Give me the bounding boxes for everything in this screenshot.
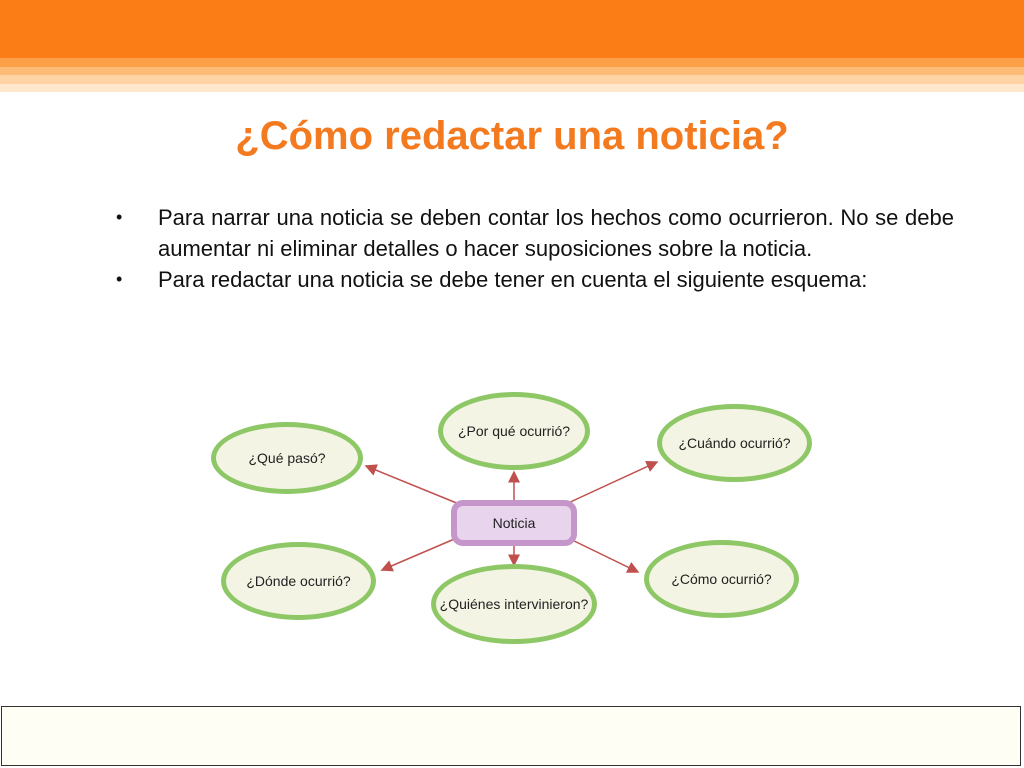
node-como: ¿Cómo ocurrió? xyxy=(644,540,799,618)
bullet-marker: • xyxy=(116,269,123,289)
node-cuando: ¿Cuándo ocurrió? xyxy=(657,404,812,482)
node-por-que: ¿Por qué ocurrió? xyxy=(438,392,590,470)
news-scheme-diagram xyxy=(204,392,824,657)
node-que-paso: ¿Qué pasó? xyxy=(211,422,363,494)
node-donde: ¿Dónde ocurrió? xyxy=(221,542,376,620)
arrow-to-que-paso xyxy=(366,466,459,504)
arrow-to-donde xyxy=(382,537,459,570)
arrow-to-cuando xyxy=(566,462,657,504)
bullet-item xyxy=(116,202,954,264)
arrow-to-como xyxy=(566,537,638,572)
header-stripe xyxy=(0,58,1024,67)
bullet-list xyxy=(116,202,954,295)
bullet-marker: • xyxy=(116,207,123,227)
header-stripe xyxy=(0,67,1024,75)
footer-panel xyxy=(1,706,1021,766)
header-stripe xyxy=(0,75,1024,84)
bullet-text: Para redactar una noticia se debe tener en cuenta el siguiente esquema: xyxy=(158,267,868,292)
bullet-text: Para narrar una noticia se deben contar los hechos como ocurrieron. No se debe aumentar ni eliminar detalles o hacer suposiciones sobre la noticia. xyxy=(158,205,954,261)
slide-title: ¿Cómo redactar una noticia? xyxy=(235,114,789,158)
header-stripe xyxy=(0,84,1024,92)
node-quienes: ¿Quiénes intervinieron? xyxy=(431,564,597,644)
header-bar xyxy=(0,0,1024,58)
node-noticia: Noticia xyxy=(451,500,577,546)
bullet-item xyxy=(116,264,954,295)
